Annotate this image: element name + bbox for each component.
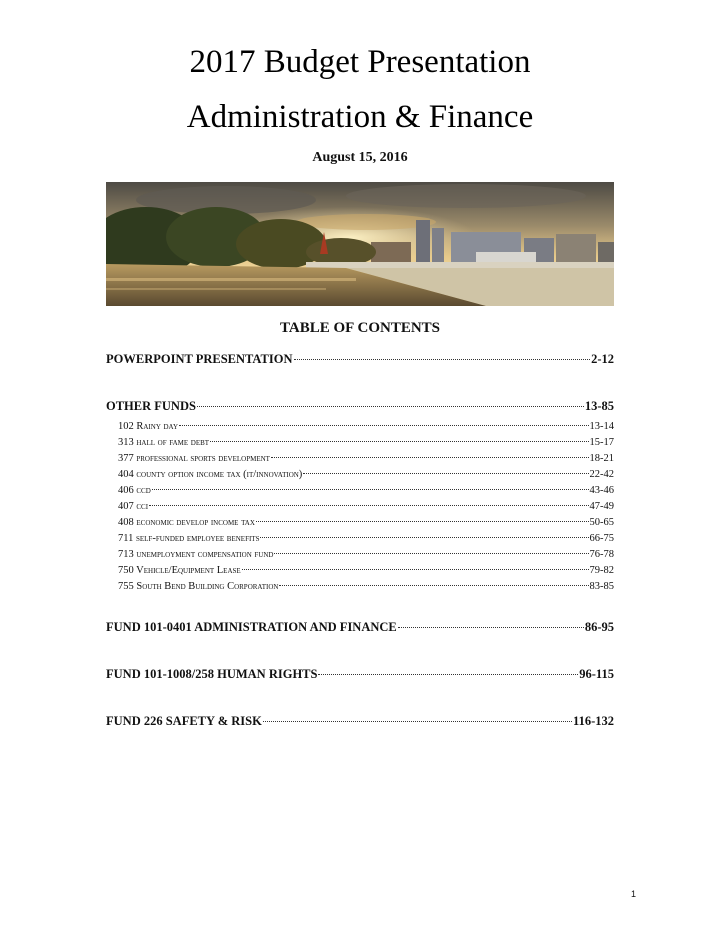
toc-entry-fund-human-rights[interactable] — [106, 667, 614, 682]
dot-leader — [294, 358, 591, 360]
toc-entry-pages: 116-132 — [573, 714, 614, 728]
dot-leader — [260, 536, 588, 538]
toc-entry-pages: 96-115 — [579, 667, 614, 681]
toc-sub-pages: 15-17 — [589, 437, 614, 448]
page-number: 1 — [630, 889, 636, 899]
toc-entry-label: FUND 101-1008/258 HUMAN RIGHTS — [106, 667, 318, 681]
dot-leader — [197, 405, 584, 407]
toc-sub-label: 750 Vehicle/Equipment Lease — [118, 565, 241, 576]
toc-sub-label: 755 South Bend Building Corporation — [118, 581, 279, 592]
presentation-date: August 15, 2016 — [312, 150, 408, 165]
dot-leader — [303, 472, 588, 474]
toc-sub-label: 406 ccd — [118, 485, 151, 496]
toc-entry-fund-admin[interactable] — [106, 620, 614, 635]
title-line-2: Administration & Finance — [186, 99, 534, 135]
toc-sub-label: 404 county option income tax (it/innovation) — [118, 469, 303, 480]
toc-sub-pages: 13-14 — [589, 421, 614, 432]
toc-sub-pages: 22-42 — [589, 469, 614, 480]
toc-entry-other-funds[interactable] — [106, 399, 614, 414]
dot-leader — [210, 440, 588, 442]
toc-entry-label: FUND 101-0401 ADMINISTRATION AND FINANCE — [106, 620, 397, 634]
dot-leader — [318, 673, 578, 675]
dot-leader — [256, 520, 589, 522]
toc-sub-label: 377 professional sports development — [118, 453, 270, 464]
toc-sub-pages: 66-75 — [589, 533, 614, 544]
toc-sub-pages: 76-78 — [589, 549, 614, 560]
toc-sub-label: 711 self-funded employee benefits — [118, 533, 260, 544]
dot-leader — [152, 488, 589, 490]
toc-heading: TABLE OF CONTENTS — [279, 320, 441, 336]
toc-entry-label: FUND 226 SAFETY & RISK — [106, 714, 262, 728]
dot-leader — [179, 424, 588, 426]
dot-leader — [279, 584, 588, 586]
dot-leader — [274, 552, 588, 554]
toc-sub-label: 407 cci — [118, 501, 149, 512]
toc-entry-label: POWERPOINT PRESENTATION — [106, 352, 293, 366]
toc-sub-item[interactable] — [118, 469, 614, 480]
toc-entry-label: OTHER FUNDS — [106, 399, 196, 413]
title-line-1: 2017 Budget Presentation — [189, 44, 531, 80]
dot-leader — [263, 720, 572, 722]
dot-leader — [398, 626, 584, 628]
toc-sub-pages: 43-46 — [589, 485, 614, 496]
toc-entry-pages: 86-95 — [584, 620, 614, 634]
city-skyline-photo — [106, 182, 614, 306]
toc-sub-item[interactable] — [118, 485, 614, 496]
dot-leader — [271, 456, 589, 458]
toc-sub-item[interactable] — [118, 533, 614, 544]
toc-entry-pages: 13-85 — [584, 399, 614, 413]
toc-sub-item[interactable] — [118, 453, 614, 464]
toc-sub-label: 313 hall of fame debt — [118, 437, 210, 448]
toc-entry-powerpoint[interactable] — [106, 352, 614, 367]
toc-sub-pages: 50-65 — [589, 517, 614, 528]
toc-sub-pages: 83-85 — [589, 581, 614, 592]
toc-sub-item[interactable] — [118, 501, 614, 512]
toc-sub-label: 102 Rainy day — [118, 421, 179, 432]
toc-sub-label: 408 economic develop income tax — [118, 517, 255, 528]
toc-sub-item[interactable] — [118, 565, 614, 576]
toc-entry-pages: 2-12 — [591, 352, 614, 366]
dot-leader — [149, 504, 588, 506]
toc-sub-pages: 47-49 — [589, 501, 614, 512]
toc-sub-item[interactable] — [118, 581, 614, 592]
toc-sub-item[interactable] — [118, 421, 614, 432]
dot-leader — [242, 568, 589, 570]
toc-entry-fund-safety[interactable] — [106, 714, 614, 729]
city-skyline-sunset-photo — [106, 182, 614, 306]
toc-sub-item[interactable] — [118, 437, 614, 448]
toc-sub-item[interactable] — [118, 517, 614, 528]
toc-sub-label: 713 unemployment compensation fund — [118, 549, 274, 560]
toc-sub-pages: 79-82 — [589, 565, 614, 576]
toc-sub-item[interactable] — [118, 549, 614, 560]
toc-sub-pages: 18-21 — [589, 453, 614, 464]
